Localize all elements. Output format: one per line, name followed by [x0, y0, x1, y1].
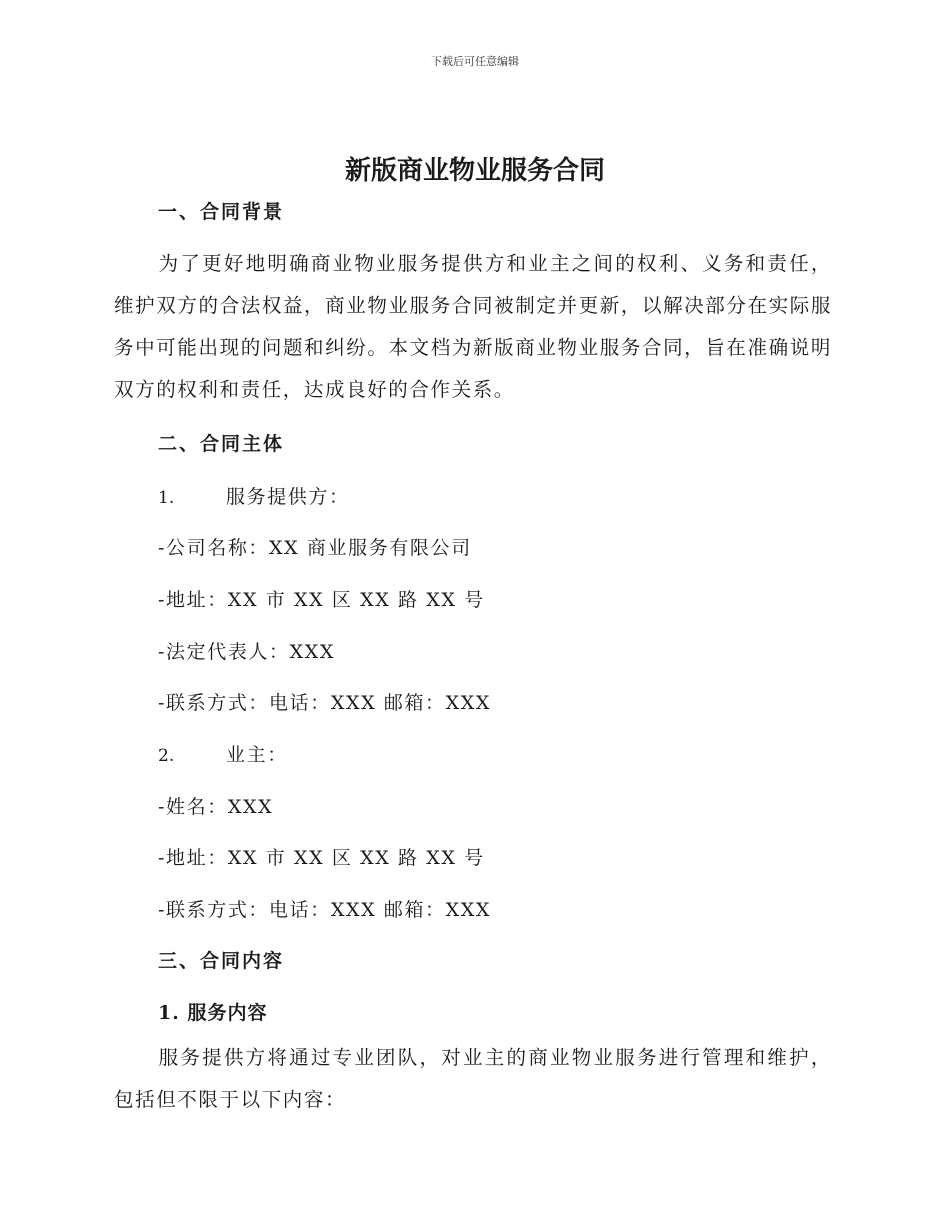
section3-heading: 三、合同内容: [158, 950, 285, 972]
header-note: 下载后可任意编辑: [431, 55, 519, 68]
party2-line: -联系方式：电话：XXX 邮箱：XXX: [158, 899, 492, 921]
party2-label: 业主：: [226, 744, 288, 766]
party1-line: -联系方式：电话：XXX 邮箱：XXX: [158, 692, 492, 714]
party1-label: 服务提供方：: [226, 486, 350, 508]
section1-heading: 一、合同背景: [158, 201, 285, 223]
party1-line: -法定代表人：XXX: [158, 641, 335, 663]
section2-heading: 二、合同主体: [158, 433, 285, 455]
section3-subheading: 1. 服务内容: [158, 1002, 268, 1024]
party2-line: -地址：XX 市 XX 区 XX 路 XX 号: [158, 847, 485, 869]
party2-title: [158, 740, 288, 767]
party1-number: 1.: [158, 488, 175, 508]
document-title: 新版商业物业服务合同: [344, 156, 605, 186]
party1-title: [158, 482, 350, 509]
section1-paragraph: [114, 243, 832, 411]
section1-paragraph-text: 为了更好地明确商业物业服务提供方和业主之间的权利、义务和责任，维护双方的合法权益，商业物业服务合同被制定并更新，以解决部分在实际服务中可能出现的问题和纠纷。本文档为新版商业物业服务合同，旨在准确说明双方的权利和责任，达成良好的合作关系。: [114, 252, 832, 401]
section3-paragraph: [114, 1037, 832, 1121]
party1-line: -公司名称：XX 商业服务有限公司: [158, 537, 472, 559]
section3-paragraph-text: 服务提供方将通过专业团队，对业主的商业物业服务进行管理和维护，包括但不限于以下内容：: [114, 1046, 832, 1111]
party2-number: 2.: [158, 746, 175, 766]
party2-line: -姓名：XXX: [158, 796, 274, 818]
party1-line: -地址：XX 市 XX 区 XX 路 XX 号: [158, 589, 485, 611]
